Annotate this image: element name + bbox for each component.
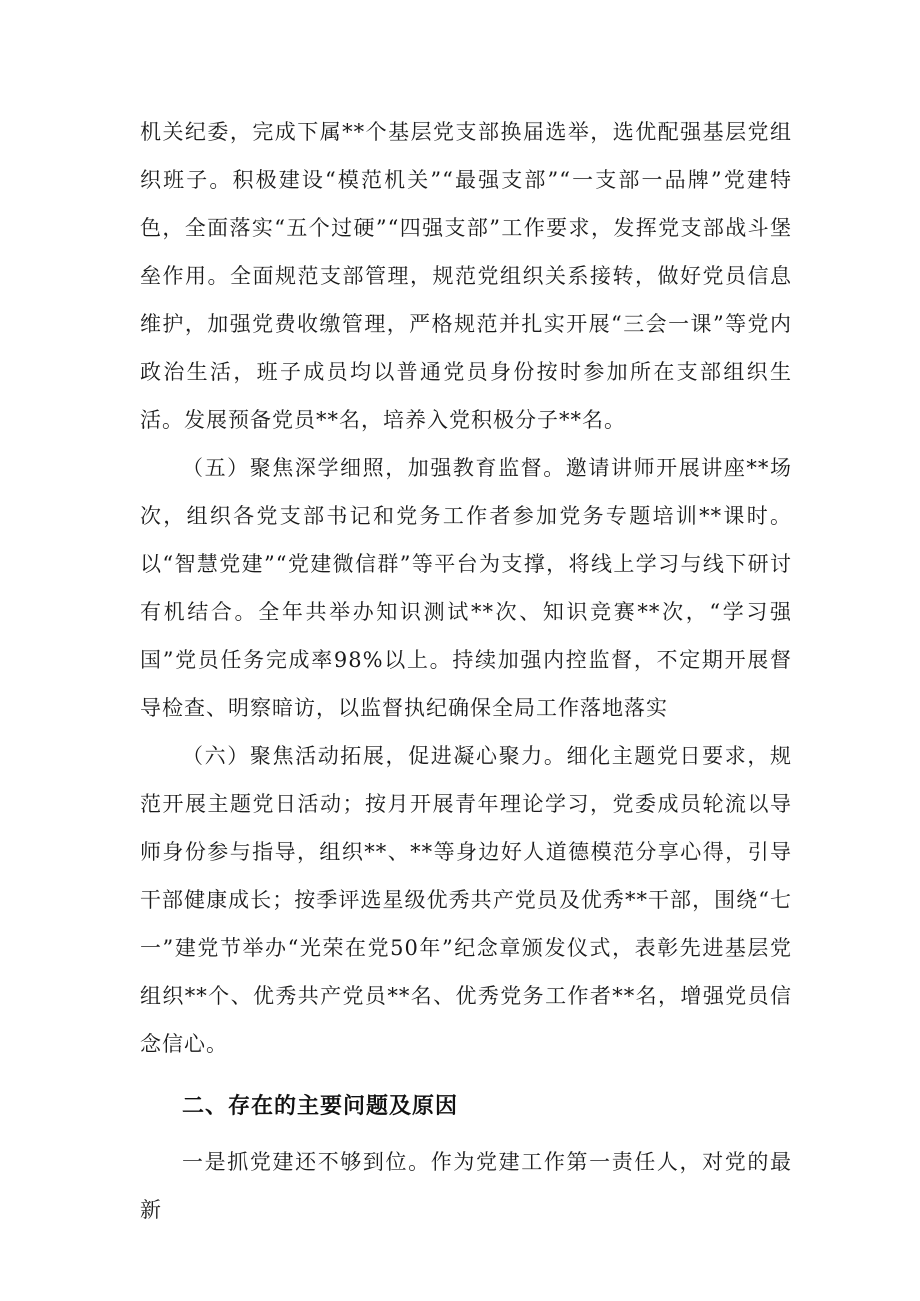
paragraph-activity-expansion: （六）聚焦活动拓展，促进凝心聚力。细化主题党日要求，规范开展主题党日活动；按月开展青年理论学习，党委成员轮流以导师身份参与指导，组织**、**等身边好人道德模范分享心得，引导干部健康成长；按季评选星级优秀共产党员及优秀**干部，围绕“七一”建党节举办“光荣在党50年”纪念章颁发仪式，表彰先进基层党组织**个、优秀共产党员**名、优秀党务工作者**名，增强党员信念信心。 [140,744,792,1056]
paragraph-education-supervision: （五）聚焦深学细照，加强教育监督。邀请讲师开展讲座**场次，组织各党支部书记和党务工作者参加党务专题培训**课时。以“智慧党建”“党建微信群”等平台为支撑，将线上学习与线下研讨有机结合。全年共举办知识测试**次、知识竞赛**次，“学习强国”党员任务完成率98%以上。持续加强内控监督，不定期开展督导检查、明察暗访，以监督执纪确保全局工作落地落实 [140,456,792,720]
document-body [140,108,792,1234]
paragraph-problem-one: 一是抓党建还不够到位。作为党建工作第一责任人，对党的最新 [140,1150,792,1222]
paragraph-organization-building: 机关纪委，完成下属**个基层党支部换届选举，选优配强基层党组织班子。积极建设“模范机关”“最强支部”“一支部一品牌”党建特色，全面落实“五个过硬”“四强支部”工作要求，发挥党支部战斗堡垒作用。全面规范支部管理，规范党组织关系接转，做好党员信息维护，加强党费收缴管理，严格规范并扎实开展“三会一课”等党内政治生活，班子成员均以普通党员身份按时参加所在支部组织生活。发展预备党员**名，培养入党积极分子**名。 [140,120,792,432]
section-heading: 二、存在的主要问题及原因 [182,1094,459,1119]
